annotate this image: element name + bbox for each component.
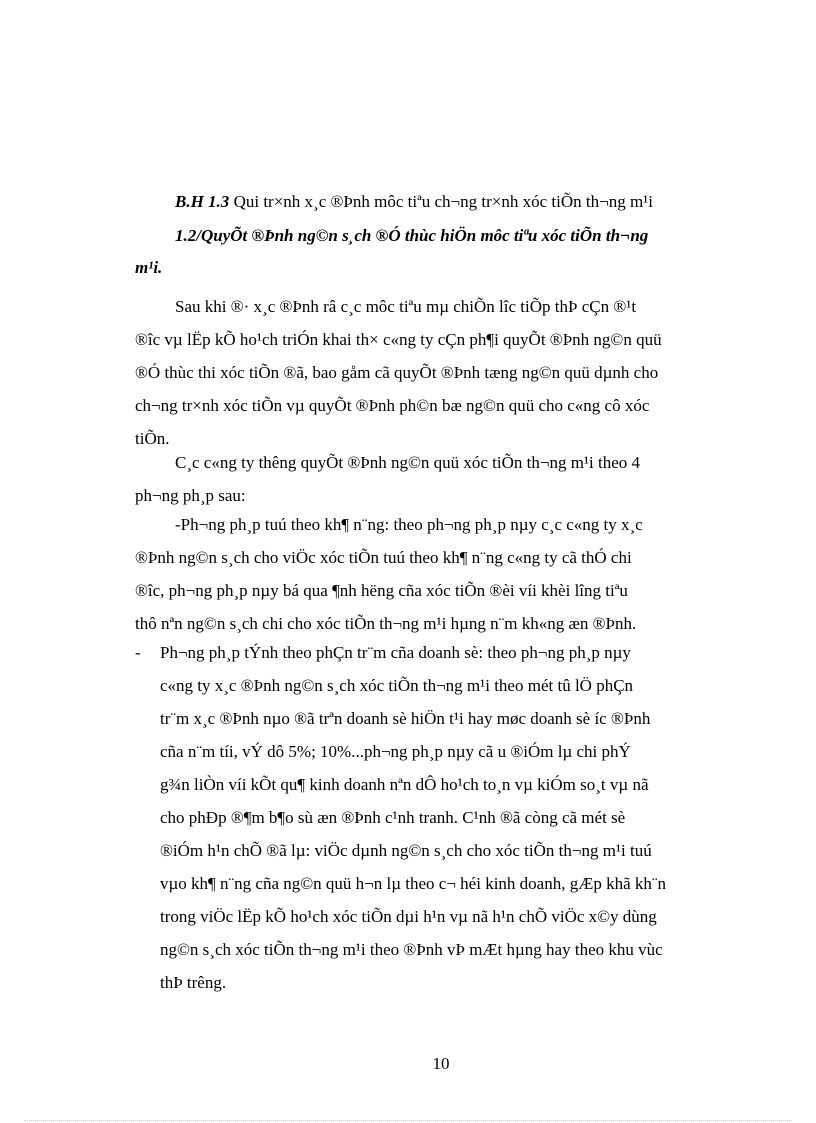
page-number: 10 — [432, 1054, 450, 1073]
paragraph-line: -Ph¬ng ph¸p tuú theo kh¶ n¨ng: theo ph¬ng ph¸p nµy c¸c c«ng ty x¸c — [175, 515, 643, 534]
paragraph-intro — [135, 290, 741, 455]
figure-caption-label: B.H 1.3 — [175, 192, 230, 211]
paragraph-line: c«ng ty x¸c ®Þnh ng©n s¸ch xóc tiÕn th¬ng m¹i theo mét tû lÖ phÇn — [160, 676, 634, 695]
paragraph-line: ph¬ng ph¸p sau: — [135, 486, 246, 505]
section-heading: 1.2/QuyÕt ®Þnh ng©n s¸ch ®Ó thùc hiÖn môc tiªu xóc tiÕn th¬ng — [175, 226, 649, 245]
paragraph-line: C¸c c«ng ty thêng quyÕt ®Þnh ng©n quü xóc tiÕn th¬ng m¹i theo 4 — [175, 453, 641, 472]
page-bottom-divider — [24, 1120, 792, 1121]
list-bullet: - — [135, 643, 141, 662]
paragraph-method-1 — [135, 508, 741, 640]
paragraph-method-2 — [160, 636, 741, 999]
paragraph-line: ®îc, ph¬ng ph¸p nµy bá qua ¶nh hëng cña xóc tiÕn ®èi víi khèi lîng tiªu — [135, 581, 628, 600]
paragraph-line: ng©n s¸ch xóc tiÕn th¬ng m¹i theo ®Þnh vÞ mÆt hµng hay theo khu vùc — [160, 940, 663, 959]
paragraph-line: Sau khi ®· x¸c ®Þnh râ c¸c môc tiªu mµ chiÕn lîc tiÕp thÞ cÇn ®¹t — [175, 297, 637, 316]
paragraph-line: ®îc vµ lËp kÕ ho¹ch triÓn khai th× c«ng ty cÇn ph¶i quyÕt ®Þnh ng©n quü — [135, 330, 662, 349]
paragraph-line: ®iÓm h¹n chÕ ®ã lµ: viÖc dµnh ng©n s¸ch cho xóc tiÕn th¬ng m¹i tuú — [160, 841, 652, 860]
paragraph-line: ®Ó thùc thi xóc tiÕn ®ã, bao gåm cã quyÕt ®Þnh tæng ng©n quü dµnh cho — [135, 363, 659, 382]
paragraph-line: vµo kh¶ n¨ng cña ng©n quü h¬n lµ theo c¬ héi kinh doanh, gÆp khã kh¨n — [160, 874, 667, 893]
paragraph-line: g¾n liÒn víi kÕt qu¶ kinh doanh nªn dÔ ho¹ch to¸n vµ kiÓm so¸t vµ nã — [160, 775, 649, 794]
paragraph-line: ®Þnh ng©n s¸ch cho viÖc xóc tiÕn tuú theo kh¶ n¨ng c«ng ty cã thÓ chi — [135, 548, 632, 567]
paragraph-methods — [135, 446, 741, 512]
figure-caption — [175, 192, 653, 212]
paragraph-line: Ph¬ng ph¸p tÝnh theo phÇn tr¨m cña doanh sè: theo ph¬ng ph¸p nµy — [160, 643, 631, 662]
paragraph-line: thô nªn ng©n s¸ch chi cho xóc tiÕn th¬ng m¹i hµng n¨m kh«ng æn ®Þnh. — [135, 614, 637, 633]
paragraph-line: trong viÖc lËp kÕ ho¹ch xóc tiÕn dµi h¹n vµ nã h¹n chÕ viÖc x©y dùng — [160, 907, 657, 926]
paragraph-line: tiÕn. — [135, 429, 170, 448]
paragraph-line: cña n¨m tíi, vÝ dô 5%; 10%...ph¬ng ph¸p nµy cã u ®iÓm lµ chi phÝ — [160, 742, 631, 761]
figure-caption-text: Qui tr×nh x¸c ®Þnh môc tiªu ch¬ng tr×nh xóc tiÕn th¬ng m¹i — [229, 192, 653, 211]
section-heading-continued: m¹i. — [135, 258, 163, 277]
paragraph-line: cho phÐp ®¶m b¶o sù æn ®Þnh c¹nh tranh. C¹nh ®ã còng cã mét sè — [160, 808, 626, 827]
paragraph-line: thÞ trêng. — [160, 973, 227, 992]
paragraph-line: tr¨m x¸c ®Þnh nµo ®ã trªn doanh sè hiÖn t¹i hay møc doanh sè íc ®Þnh — [160, 709, 651, 728]
paragraph-line: ch¬ng tr×nh xóc tiÕn vµ quyÕt ®Þnh ph©n bæ ng©n quü cho c«ng cô xóc — [135, 396, 650, 415]
